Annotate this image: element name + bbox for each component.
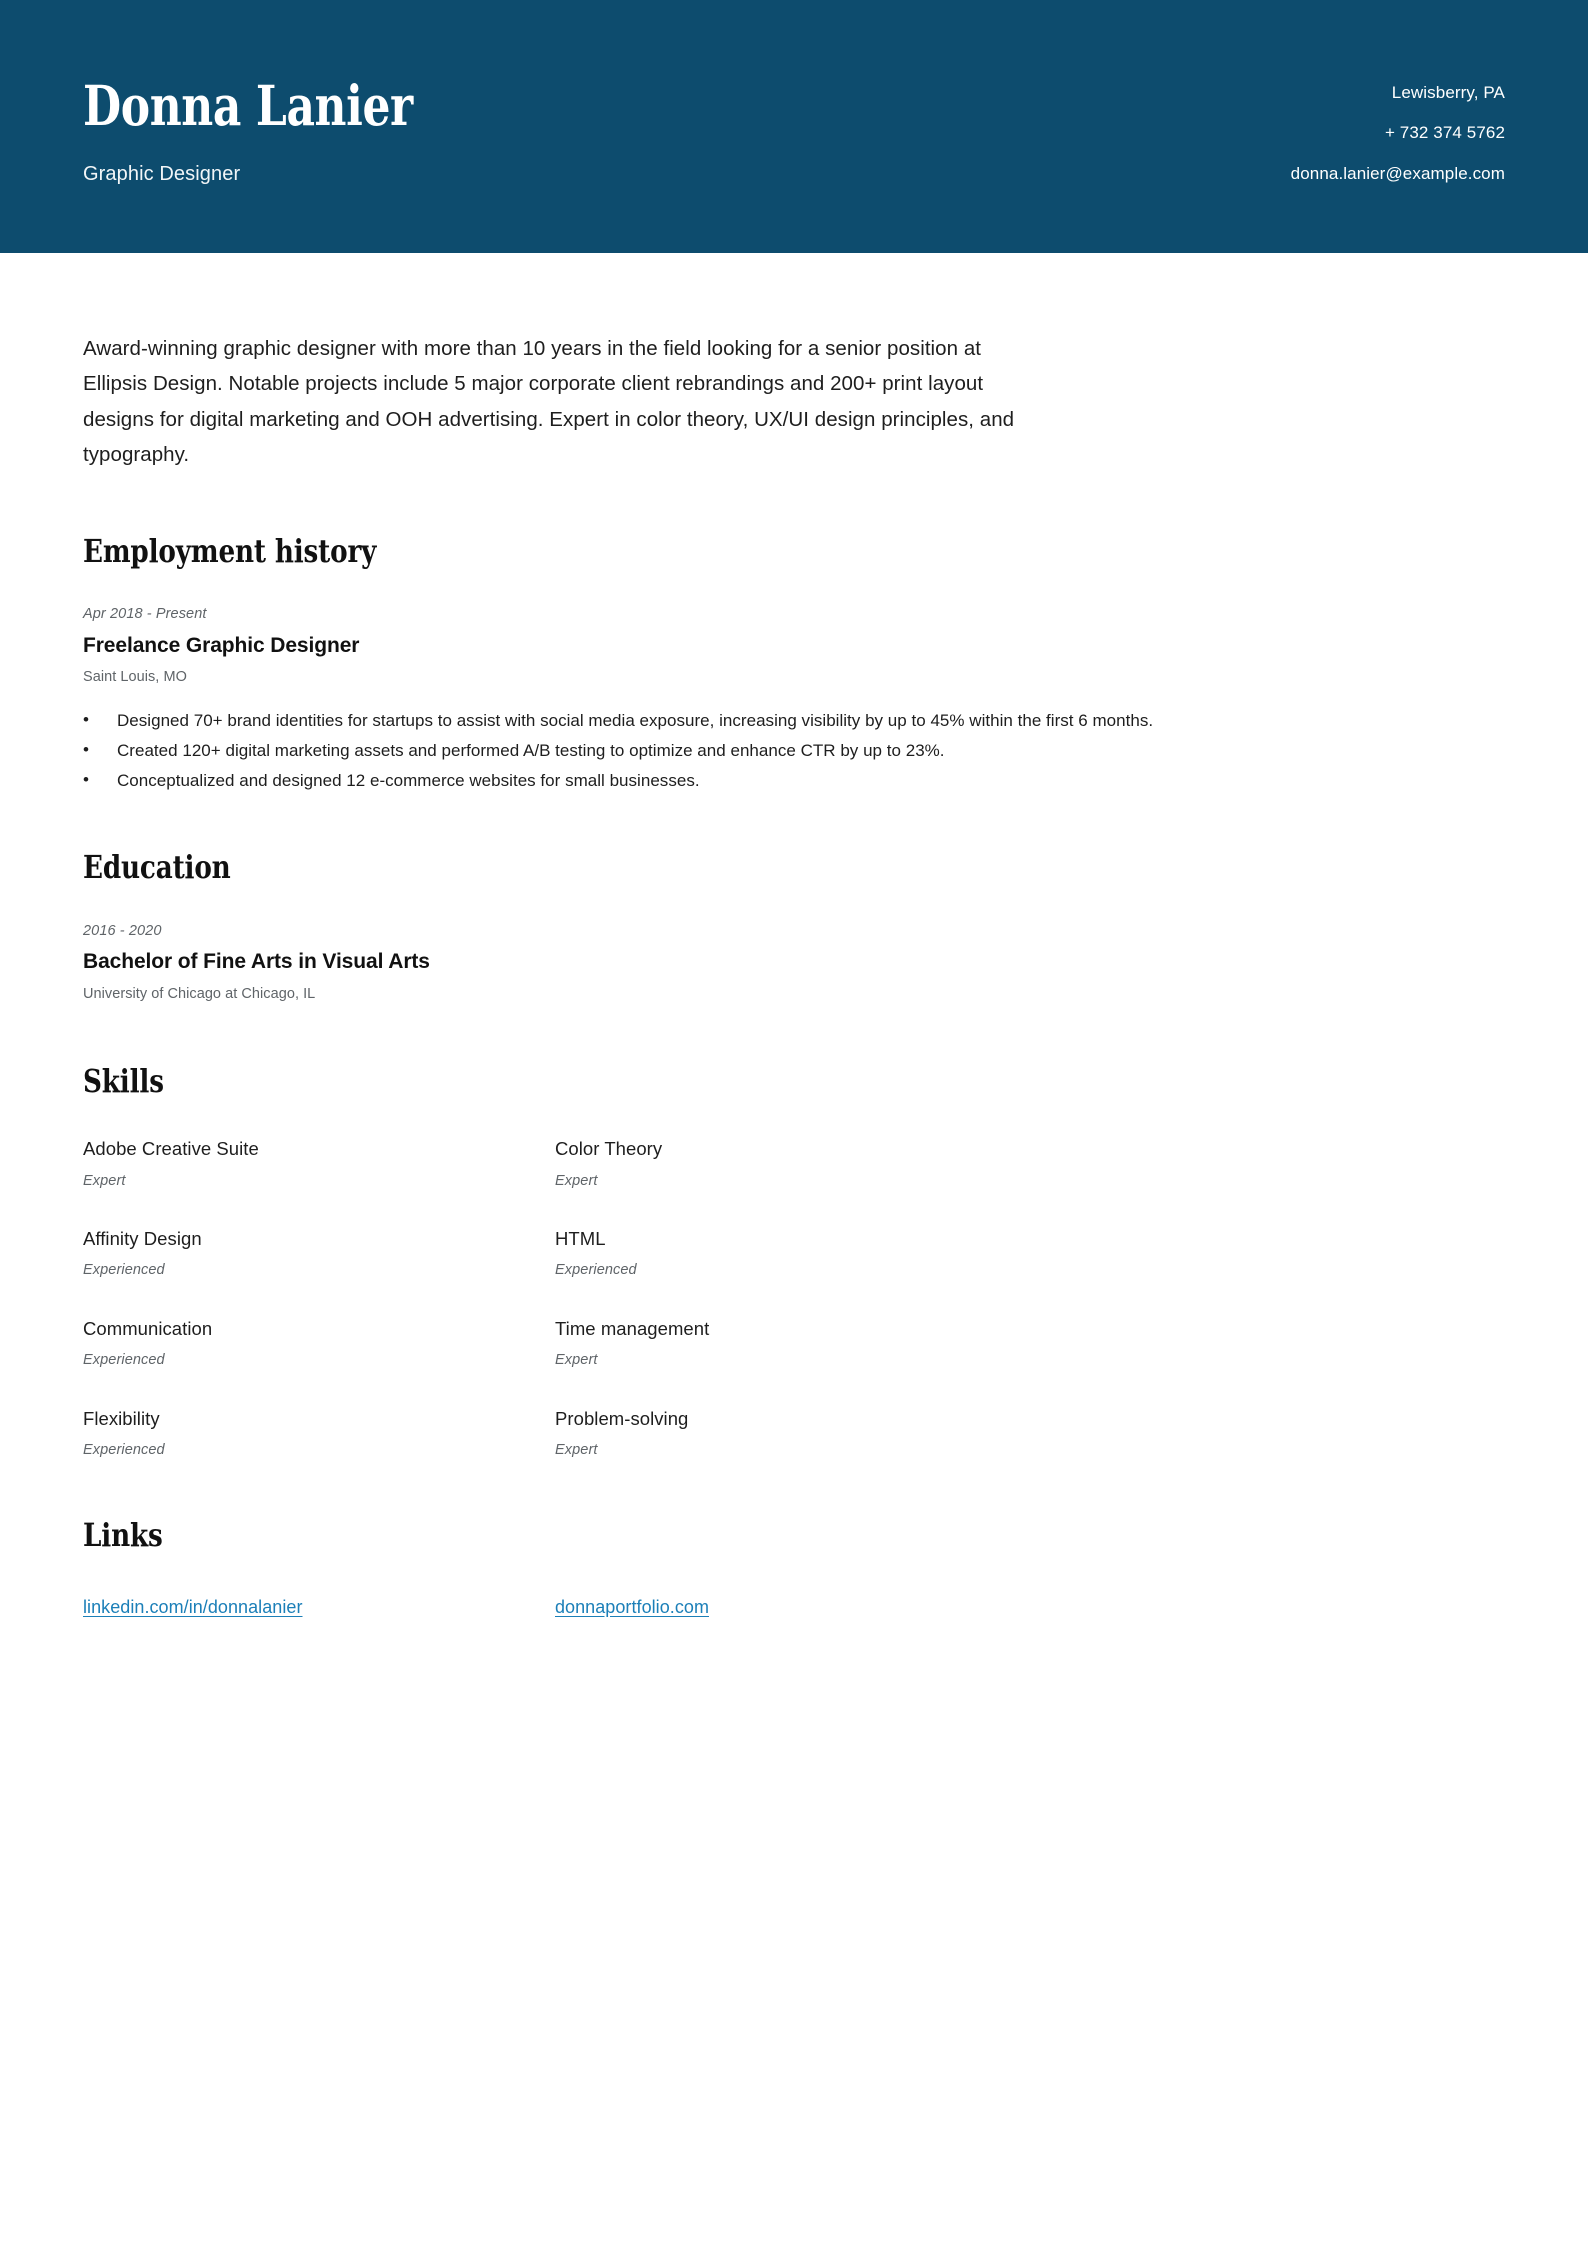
education-entry [83,922,1505,1005]
skill-level: Expert [83,1172,126,1189]
skill-name: Communication [83,1318,213,1340]
skill-level: Expert [555,1172,598,1189]
skill-item [555,1317,1505,1370]
links-grid [83,1595,1505,1619]
contact-email: donna.lanier@example.com [1290,163,1505,183]
employment-role: Freelance Graphic Designer [83,634,360,658]
employment-entry [83,605,1505,794]
resume-content [0,331,1588,1750]
link-portfolio[interactable]: donnaportfolio.com [555,1597,709,1618]
contact-phone: + 732 374 5762 [1384,123,1505,143]
education-degree: Bachelor of Fine Arts in Visual Arts [83,950,430,974]
skill-name: Color Theory [555,1138,663,1160]
skill-item [555,1407,1505,1460]
skill-name: Affinity Design [83,1228,202,1250]
skill-level: Expert [555,1352,598,1369]
contact-location: Lewisberry, PA [1391,83,1505,102]
list-item: • Conceptualized and designed 12 e-commerce websites for small businesses. [83,768,1413,795]
skill-name: Problem-solving [555,1408,689,1430]
skill-item [83,1317,555,1370]
skill-level: Experienced [555,1262,637,1279]
skill-item [555,1137,1505,1190]
page-bottom-spacer [83,1620,1505,1750]
employment-location: Saint Louis, MO [83,669,187,686]
section-education [83,850,1505,1004]
employment-bullets [83,708,1413,795]
professional-summary: Award-winning graphic designer with more than 10 years in the field looking for a senior position at Ellipsis Design. Notable projects include 5 major corporate client rebrandings and 200+ print layout designs for digital marketing and OOH advertising. Expert in color theory, UX/UI design principles, and typography. [83,337,1015,466]
section-title-education: Education [83,848,231,887]
section-employment-history [83,534,1505,794]
section-skills [83,1064,1505,1460]
list-item: • Created 120+ digital marketing assets and performed A/B testing to optimize and enhance CTR by up to 23%. [83,738,1413,765]
link-cell [83,1595,555,1619]
skill-name: Flexibility [83,1408,160,1430]
education-date: 2016 - 2020 [83,922,162,939]
skill-item [83,1227,555,1280]
resume-header [0,0,1588,253]
skill-name: HTML [555,1228,606,1250]
link-linkedin[interactable]: linkedin.com/in/donnalanier [83,1597,303,1618]
skill-level: Experienced [83,1442,165,1459]
skill-item [555,1227,1505,1280]
education-school: University of Chicago at Chicago, IL [83,985,316,1002]
skill-level: Expert [555,1442,598,1459]
skill-level: Experienced [83,1262,165,1279]
list-item: • Designed 70+ brand identities for startups to assist with social media exposure, increasing visibility by up to 45% within the first 6 months. [83,708,1413,735]
link-cell [555,1595,1505,1619]
section-title-skills: Skills [83,1062,164,1101]
skill-name: Time management [555,1318,710,1340]
skill-name: Adobe Creative Suite [83,1138,259,1160]
section-links [83,1518,1505,1619]
section-title-employment: Employment history [83,532,377,570]
skills-grid [83,1137,1505,1460]
candidate-job-title: Graphic Designer [83,163,241,185]
section-title-links: Links [83,1516,163,1555]
skill-item [83,1407,555,1460]
contact-block [1291,83,1505,184]
employment-date: Apr 2018 - Present [83,606,207,623]
skill-item [83,1137,555,1190]
candidate-name: Donna Lanier [83,73,413,138]
skill-level: Experienced [83,1352,165,1369]
